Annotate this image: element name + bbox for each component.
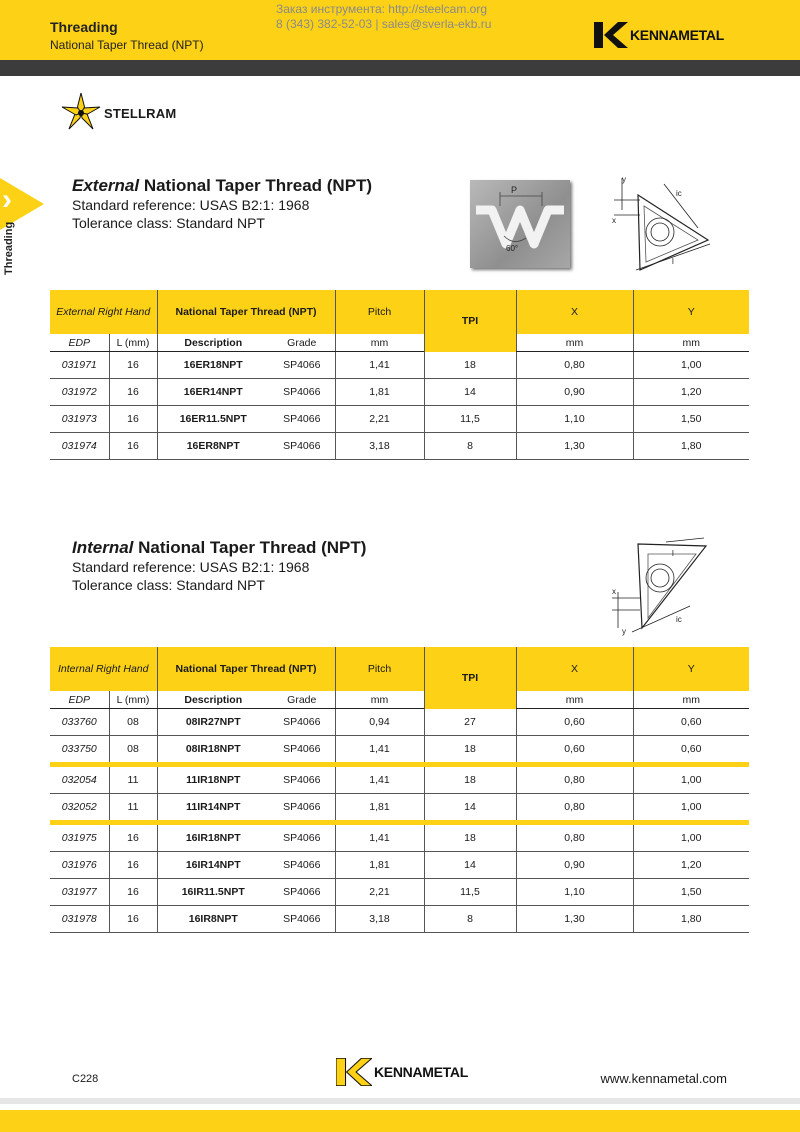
tpi-cell: 11,5 (424, 879, 516, 906)
pitch-unit: mm (335, 691, 424, 709)
tpi-header: TPI (424, 290, 516, 352)
pitch-cell: 1,81 (335, 379, 424, 406)
x-cell: 1,10 (516, 406, 633, 433)
pitch-cell: 1,41 (335, 352, 424, 379)
x-cell: 1,30 (516, 906, 633, 933)
kennametal-wordmark: KENNAMETAL (630, 27, 724, 43)
length-subheader: L (mm) (109, 691, 157, 709)
thread-profile-icon (470, 180, 570, 268)
diagram-y-label: y (622, 627, 626, 636)
angle-label: 60° (506, 244, 519, 253)
stellram-wordmark: STELLRAM (104, 105, 177, 121)
table-row (50, 352, 749, 379)
stellram-logo (60, 92, 176, 134)
description-cell: 16ER8NPT (157, 433, 269, 460)
thread-profile-photo (470, 180, 570, 268)
table-row (50, 852, 749, 879)
edp-cell: 031971 (50, 352, 109, 379)
table-row (50, 736, 749, 765)
x-cell: 0,80 (516, 794, 633, 823)
diagram-ic-label: ic (676, 189, 682, 198)
internal-title-italic: Internal (72, 538, 134, 557)
length-cell: 16 (109, 352, 157, 379)
grade-cell: SP4066 (269, 709, 335, 736)
description-cell: 08IR27NPT (157, 709, 269, 736)
internal-standard-reference: Standard reference: USAS B2:1: 1968 (72, 559, 310, 575)
x-cell: 0,90 (516, 852, 633, 879)
y-cell: 1,20 (633, 852, 749, 879)
y-cell: 1,00 (633, 352, 749, 379)
tpi-cell: 18 (424, 765, 516, 794)
grade-cell: SP4066 (269, 852, 335, 879)
pitch-cell: 3,18 (335, 433, 424, 460)
description-subheader: Description (157, 334, 269, 352)
table-header-row (50, 290, 749, 334)
table-subheader-row (50, 691, 749, 709)
x-cell: 1,30 (516, 433, 633, 460)
pitch-cell: 1,41 (335, 736, 424, 765)
tpi-header: TPI (424, 647, 516, 709)
thread-header: National Taper Thread (NPT) (157, 290, 335, 334)
table-subheader-row (50, 334, 749, 352)
y-header: Y (633, 647, 749, 691)
external-title-italic: External (72, 176, 140, 195)
side-section-label: Threading (3, 221, 15, 275)
table-row (50, 709, 749, 736)
grade-cell: SP4066 (269, 794, 335, 823)
pitch-cell: 1,41 (335, 823, 424, 852)
edp-subheader: EDP (50, 691, 109, 709)
description-cell: 16IR14NPT (157, 852, 269, 879)
length-subheader: L (mm) (109, 334, 157, 352)
table-row (50, 379, 749, 406)
table-row (50, 906, 749, 933)
x-unit: mm (516, 334, 633, 352)
x-header: X (516, 290, 633, 334)
y-cell: 1,00 (633, 823, 749, 852)
edp-cell: 032054 (50, 765, 109, 794)
kennametal-k-icon (594, 22, 628, 48)
description-cell: 16ER14NPT (157, 379, 269, 406)
y-cell: 1,50 (633, 879, 749, 906)
pitch-cell: 3,18 (335, 906, 424, 933)
length-cell: 16 (109, 406, 157, 433)
thread-header: National Taper Thread (NPT) (157, 647, 335, 691)
tpi-cell: 18 (424, 736, 516, 765)
grade-cell: SP4066 (269, 379, 335, 406)
tpi-cell: 8 (424, 433, 516, 460)
edp-cell: 031974 (50, 433, 109, 460)
edp-cell: 031976 (50, 852, 109, 879)
pitch-cell: 1,41 (335, 765, 424, 794)
edp-subheader: EDP (50, 334, 109, 352)
header-dark-bar (0, 60, 800, 76)
y-cell: 1,80 (633, 906, 749, 933)
internal-tolerance-class: Tolerance class: Standard NPT (72, 577, 265, 593)
group-header: Internal Right Hand (50, 647, 157, 691)
description-cell: 16ER18NPT (157, 352, 269, 379)
tpi-cell: 18 (424, 352, 516, 379)
description-cell: 11IR14NPT (157, 794, 269, 823)
y-cell: 1,80 (633, 433, 749, 460)
description-cell: 08IR18NPT (157, 736, 269, 765)
external-title-rest: National Taper Thread (NPT) (143, 176, 373, 195)
diagram-l-label: l (672, 549, 674, 558)
length-cell: 16 (109, 823, 157, 852)
grade-cell: SP4066 (269, 736, 335, 765)
grade-cell: SP4066 (269, 433, 335, 460)
stellram-star-icon (60, 92, 102, 134)
grade-cell: SP4066 (269, 823, 335, 852)
tpi-cell: 11,5 (424, 406, 516, 433)
y-cell: 0,60 (633, 736, 749, 765)
internal-insert-diagram (604, 532, 724, 642)
page-title: Threading (50, 19, 118, 35)
table-row (50, 765, 749, 794)
length-cell: 11 (109, 765, 157, 794)
footer-band (0, 1110, 800, 1132)
length-cell: 16 (109, 379, 157, 406)
pitch-cell: 0,94 (335, 709, 424, 736)
external-spec-table (50, 290, 749, 460)
edp-cell: 031978 (50, 906, 109, 933)
description-cell: 11IR18NPT (157, 765, 269, 794)
pitch-cell: 2,21 (335, 879, 424, 906)
footer-kennametal-logo (336, 1058, 468, 1086)
table-row (50, 823, 749, 852)
length-cell: 16 (109, 433, 157, 460)
grade-cell: SP4066 (269, 406, 335, 433)
pitch-unit: mm (335, 334, 424, 352)
grade-subheader: Grade (269, 691, 335, 709)
pitch-cell: 1,81 (335, 794, 424, 823)
description-cell: 16IR11.5NPT (157, 879, 269, 906)
tpi-cell: 8 (424, 906, 516, 933)
table-row (50, 433, 749, 460)
grade-cell: SP4066 (269, 906, 335, 933)
description-cell: 16ER11.5NPT (157, 406, 269, 433)
table-header-row (50, 647, 749, 691)
pitch-cell: 2,21 (335, 406, 424, 433)
website-link[interactable]: www.kennametal.com (600, 1071, 727, 1086)
table-row (50, 406, 749, 433)
tpi-cell: 14 (424, 379, 516, 406)
external-insert-diagram (600, 170, 720, 280)
length-cell: 16 (109, 906, 157, 933)
page-subtitle: National Taper Thread (NPT) (50, 38, 204, 52)
x-cell: 0,80 (516, 823, 633, 852)
edp-cell: 031977 (50, 879, 109, 906)
page-number: C228 (72, 1073, 99, 1085)
x-cell: 0,60 (516, 736, 633, 765)
contact-info (276, 2, 491, 32)
x-cell: 0,90 (516, 379, 633, 406)
tpi-cell: 18 (424, 823, 516, 852)
x-cell: 0,60 (516, 709, 633, 736)
internal-spec-table (50, 647, 749, 933)
edp-cell: 032052 (50, 794, 109, 823)
description-cell: 16IR18NPT (157, 823, 269, 852)
edp-cell: 031973 (50, 406, 109, 433)
description-cell: 16IR8NPT (157, 906, 269, 933)
grade-cell: SP4066 (269, 352, 335, 379)
grade-cell: SP4066 (269, 879, 335, 906)
length-cell: 11 (109, 794, 157, 823)
y-cell: 1,50 (633, 406, 749, 433)
grade-cell: SP4066 (269, 765, 335, 794)
diagram-x-label: x (612, 216, 616, 225)
tpi-cell: 27 (424, 709, 516, 736)
internal-section-title (72, 538, 366, 558)
edp-cell: 033760 (50, 709, 109, 736)
length-cell: 16 (109, 879, 157, 906)
pitch-header: Pitch (335, 290, 424, 334)
y-header: Y (633, 290, 749, 334)
x-cell: 0,80 (516, 765, 633, 794)
tpi-cell: 14 (424, 794, 516, 823)
y-unit: mm (633, 334, 749, 352)
kennametal-k-icon (336, 1058, 372, 1086)
pitch-cell: 1,81 (335, 852, 424, 879)
x-cell: 0,80 (516, 352, 633, 379)
diagram-y-label: y (622, 175, 626, 184)
length-cell: 08 (109, 709, 157, 736)
contact-order-link[interactable]: Заказ инструмента: http://steelcam.org (276, 2, 488, 16)
contact-phone-email[interactable]: 8 (343) 382-52-03 | sales@sverla-ekb.ru (276, 17, 492, 31)
edp-cell: 031972 (50, 379, 109, 406)
table-row (50, 879, 749, 906)
y-cell: 1,00 (633, 765, 749, 794)
pitch-p-label: P (511, 185, 518, 195)
edp-cell: 031975 (50, 823, 109, 852)
diagram-x-label: x (612, 587, 616, 596)
x-cell: 1,10 (516, 879, 633, 906)
x-header: X (516, 647, 633, 691)
diagram-ic-label: ic (676, 615, 682, 624)
group-header: External Right Hand (50, 290, 157, 334)
external-standard-reference: Standard reference: USAS B2:1: 1968 (72, 197, 310, 213)
tpi-cell: 14 (424, 852, 516, 879)
x-unit: mm (516, 691, 633, 709)
internal-title-rest: National Taper Thread (NPT) (138, 538, 367, 557)
kennametal-wordmark: KENNAMETAL (374, 1064, 468, 1080)
description-subheader: Description (157, 691, 269, 709)
external-section-title (72, 176, 372, 196)
diagram-l-label: l (672, 257, 674, 266)
y-cell: 1,00 (633, 794, 749, 823)
y-unit: mm (633, 691, 749, 709)
chevron-right-icon: › (2, 183, 12, 216)
table-row (50, 794, 749, 823)
y-cell: 1,20 (633, 379, 749, 406)
external-tolerance-class: Tolerance class: Standard NPT (72, 215, 265, 231)
y-cell: 0,60 (633, 709, 749, 736)
footer-grey-band (0, 1098, 800, 1104)
length-cell: 16 (109, 852, 157, 879)
edp-cell: 033750 (50, 736, 109, 765)
pitch-header: Pitch (335, 647, 424, 691)
kennametal-logo (594, 22, 724, 48)
grade-subheader: Grade (269, 334, 335, 352)
length-cell: 08 (109, 736, 157, 765)
